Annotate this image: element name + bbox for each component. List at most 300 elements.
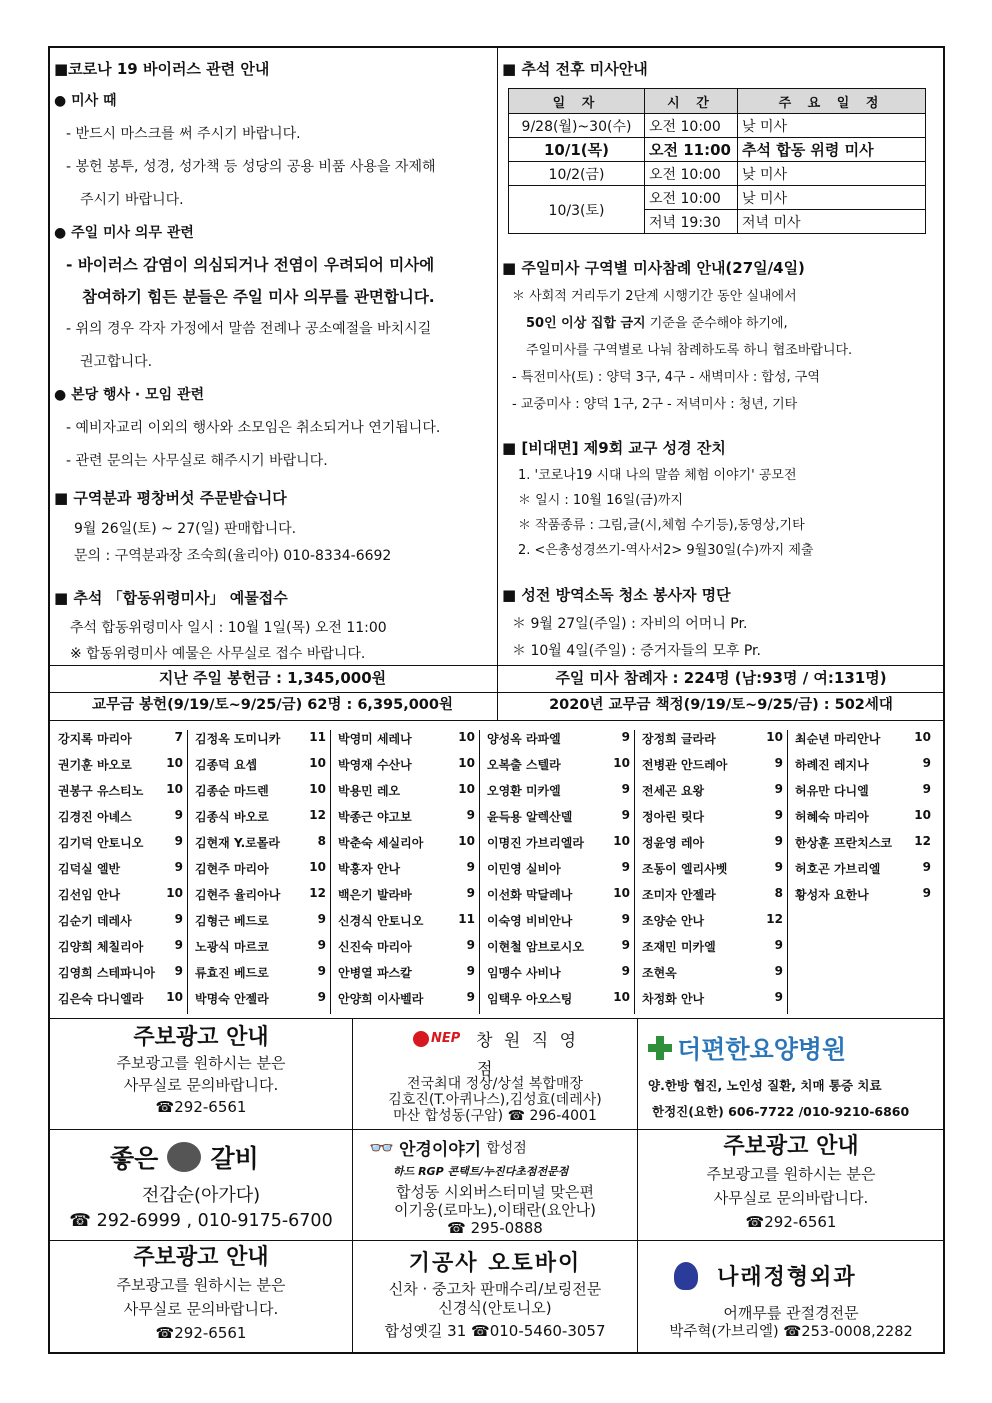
- donor-name: 허호곤 가브리엘: [795, 862, 881, 876]
- donor-name: 김형근 베드로: [195, 914, 269, 928]
- donor-row: [636, 808, 787, 834]
- donor-row: [52, 938, 187, 964]
- donor-count: 9: [317, 938, 326, 952]
- donor-name: 전병관 안드레아: [642, 758, 728, 772]
- donor-column: [189, 730, 330, 1016]
- donor-count: 10: [166, 886, 183, 900]
- ad-title: 주보광고 안내: [133, 1245, 269, 1270]
- mass-line: 주시기 바랍니다.: [80, 192, 184, 208]
- donor-name: 김현재 Y.로몰라: [195, 836, 280, 850]
- donor-row: [332, 860, 479, 886]
- table-header-row: [509, 89, 926, 114]
- donor-name: 김종식 바오로: [195, 810, 269, 824]
- donor-count: 9: [621, 730, 630, 744]
- donor-count: 10: [458, 782, 475, 796]
- donor-name: 김영희 스테파니아: [58, 966, 155, 980]
- donor-count: 9: [621, 808, 630, 822]
- bible-line: ＊ 작품종류 : 그림,글(시,체험 수기등),동영상,기타: [518, 518, 805, 533]
- ad-line: 마산 합성동(구암) ☎ 296-4001: [393, 1108, 597, 1124]
- donor-row: [636, 782, 787, 808]
- district-emphasis: 50인 이상 집합 금지: [526, 316, 646, 331]
- hospital-name: 더편한요양병원: [677, 1035, 847, 1064]
- donor-name: 허혜숙 마리아: [795, 810, 869, 824]
- table-header: 주 요 일 정: [738, 89, 926, 114]
- donor-row: [332, 808, 479, 834]
- table-row: [509, 162, 926, 186]
- donor-count: 10: [309, 782, 326, 796]
- table-cell-time: 오전 10:00: [645, 186, 738, 210]
- donor-name: 하례진 레지나: [795, 758, 869, 772]
- donor-row: [332, 834, 479, 860]
- donor-name: 양성옥 라파엘: [487, 732, 561, 746]
- donor-name: 이현철 암브로시오: [487, 940, 584, 954]
- donor-name: 김현주 율리아나: [195, 888, 281, 902]
- ad-galbi: [50, 1131, 352, 1240]
- donor-name: 권기훈 바오로: [58, 758, 132, 772]
- donor-count: 9: [774, 808, 783, 822]
- donor-name: 최순년 마리안나: [795, 732, 881, 746]
- donor-name: 김양희 체칠리아: [58, 940, 144, 954]
- nep-logo-text: NEP: [431, 1030, 461, 1046]
- donor-count: 9: [774, 938, 783, 952]
- nep-store-suffix: 점: [477, 1059, 493, 1078]
- donor-row: [52, 834, 187, 860]
- ad-motorcycle: [353, 1242, 637, 1352]
- donor-name: 조미자 안젤라: [642, 888, 716, 902]
- donor-count: 9: [774, 834, 783, 848]
- bible-line: 1. '코로나19 시대 나의 말씀 체험 이야기' 공모전: [518, 468, 797, 483]
- order-title: ■ 구역분과 평창버섯 주문받습니다: [54, 489, 287, 507]
- donor-count: 10: [914, 808, 931, 822]
- ad-line: 주보광고를 원하시는 분은: [116, 1054, 286, 1072]
- donor-count: 9: [621, 964, 630, 978]
- donor-row: [332, 938, 479, 964]
- donor-count: 12: [309, 808, 326, 822]
- memorial-line: 추석 합동위령미사 일시 : 10월 1일(목) 오전 11:00: [70, 620, 387, 636]
- donor-count: 11: [309, 730, 326, 744]
- district-line: - 교중미사 : 양덕 1구, 2구 - 저녁미사 : 청년, 기타: [512, 397, 798, 412]
- donor-count: 10: [309, 860, 326, 874]
- donor-column-divider: [479, 730, 480, 1014]
- donor-count: 9: [621, 860, 630, 874]
- donor-column: [52, 730, 187, 1016]
- donor-count: 9: [922, 886, 931, 900]
- donor-row: [52, 886, 187, 912]
- donor-row: [481, 990, 634, 1016]
- donor-row: [789, 756, 935, 782]
- donor-count: 9: [466, 938, 475, 952]
- ad-glasses: [353, 1131, 637, 1240]
- donor-count: 9: [466, 964, 475, 978]
- orthopedics-name: 나래정형외과: [717, 1265, 857, 1290]
- table-cell-event: 추석 합동 위령 미사: [738, 138, 926, 162]
- donor-name: 김은숙 다니엘라: [58, 992, 144, 1006]
- nep-logo: [413, 1029, 471, 1049]
- nep-logo-row: [413, 1026, 633, 1051]
- table-cell-time: 오전 10:00: [645, 114, 738, 138]
- ad-phone: ☎ 295-0888: [447, 1219, 543, 1237]
- table-cell-time: 오전 11:00: [645, 138, 738, 162]
- covid-title: ■코로나 19 바이러스 관련 안내: [54, 60, 270, 78]
- table-cell-date: 9/28(월)~30(수): [509, 114, 645, 138]
- ad-line: 합성동 시외버스터미널 맞은편: [396, 1183, 594, 1201]
- donor-count: 10: [458, 730, 475, 744]
- donor-name: 이숙영 비비안나: [487, 914, 573, 928]
- glasses-store-name: 안경이야기: [399, 1140, 482, 1160]
- donor-row: [481, 912, 634, 938]
- donor-column-divider: [330, 730, 331, 1014]
- memorial-line: ※ 합동위령미사 예물은 사무실로 접수 바랍니다.: [70, 646, 366, 662]
- donor-row: [789, 730, 935, 756]
- donor-count: 9: [466, 886, 475, 900]
- column-divider: [497, 47, 498, 665]
- donor-count: 9: [317, 964, 326, 978]
- bible-line: ＊ 일시 : 10월 16일(금)까지: [518, 493, 684, 508]
- donor-row: [189, 782, 330, 808]
- event-line: - 관련 문의는 사무실로 해주시기 바랍니다.: [66, 453, 328, 469]
- ad-line: 주보광고를 원하시는 분은: [116, 1276, 286, 1294]
- ad-phone: ☎292-6561: [745, 1213, 837, 1231]
- donor-count: 9: [466, 808, 475, 822]
- donor-name: 조현옥: [642, 966, 677, 980]
- donor-row: [481, 964, 634, 990]
- ad-hospital: [638, 1020, 944, 1129]
- ad-nep-optical: [353, 1020, 637, 1129]
- donor-row: [52, 964, 187, 990]
- donor-count: 10: [309, 756, 326, 770]
- bible-line: 2. <은총성경쓰기-역사서2> 9월30일(수)까지 제출: [518, 543, 814, 558]
- donor-row: [636, 756, 787, 782]
- donor-row: [481, 938, 634, 964]
- donor-row: [481, 834, 634, 860]
- donor-count: 12: [309, 886, 326, 900]
- donor-name: 김기덕 안토니오: [58, 836, 144, 850]
- donor-count: 9: [174, 860, 183, 874]
- ad-line: 전갑순(아가다): [141, 1185, 261, 1206]
- donor-count: 9: [174, 834, 183, 848]
- attendance-summary: 주일 미사 참례자 : 224명 (남:93명 / 여:131명): [555, 669, 887, 687]
- donor-row: [52, 756, 187, 782]
- ad-phone: 한정진(요한) 606-7722 /010-9210-6860: [652, 1104, 910, 1119]
- donor-count: 8: [317, 834, 326, 848]
- ad-line: 신차 · 중고차 판매수리/보링전문: [388, 1280, 602, 1298]
- hospital-logo: [648, 1030, 846, 1066]
- table-cell-date: 10/2(금): [509, 162, 645, 186]
- table-row: [509, 138, 926, 162]
- donor-name: 김순기 데레사: [58, 914, 132, 928]
- donor-row: [52, 782, 187, 808]
- donor-column: [481, 730, 634, 1016]
- ad-line: 양.한방 협진, 노인성 질환, 치매 통증 치료: [648, 1078, 882, 1093]
- donor-row: [636, 730, 787, 756]
- ad-phone: ☎292-6561: [155, 1324, 247, 1342]
- donor-name: 노광식 마르코: [195, 940, 269, 954]
- donor-row: [52, 990, 187, 1016]
- donor-row: [789, 886, 935, 912]
- mass-line: - 반드시 마스크를 써 주시기 바랍니다.: [66, 126, 301, 142]
- donor-row: [636, 886, 787, 912]
- donor-name: 정아린 릿다: [642, 810, 705, 824]
- donor-row: [789, 834, 935, 860]
- donor-count: 10: [166, 756, 183, 770]
- donor-name: 김경진 아녜스: [58, 810, 132, 824]
- donor-name: 임택우 아오스팅: [487, 992, 573, 1006]
- donor-row: [481, 860, 634, 886]
- ad-placeholder-1: [50, 1020, 352, 1129]
- donor-row: [189, 990, 330, 1016]
- donor-name: 김종덕 요셉: [195, 758, 258, 772]
- donor-name: 이민영 실비아: [487, 862, 561, 876]
- table-cell-date: 10/1(목): [509, 138, 645, 162]
- donor-name: 권봉구 유스티노: [58, 784, 144, 798]
- mascot-icon: [674, 1262, 698, 1290]
- donor-row: [189, 730, 330, 756]
- donor-row: [481, 808, 634, 834]
- donor-name: 류효진 베드로: [195, 966, 269, 980]
- donor-count: 9: [174, 964, 183, 978]
- donor-name: 박용민 레오: [338, 784, 401, 798]
- offering-summary: 지난 주일 봉헌금 : 1,345,000원: [158, 669, 387, 687]
- ad-line: 김호진(T.아퀴나스),김성효(데레사): [388, 1092, 602, 1108]
- donor-name: 윤득용 알렉산델: [487, 810, 573, 824]
- galbi-logo-text-2: 갈비: [210, 1144, 259, 1173]
- donor-count: 9: [774, 860, 783, 874]
- donor-row: [52, 808, 187, 834]
- donor-list: [48, 724, 945, 1016]
- district-title: ■ 주일미사 구역별 미사참례 안내(27일/4일): [502, 259, 805, 277]
- donor-row: [481, 756, 634, 782]
- donor-row: [189, 938, 330, 964]
- donor-row: [332, 990, 479, 1016]
- mass-line: - 봉헌 봉투, 성경, 성가책 등 성당의 공용 비품 사용을 자제해: [66, 159, 436, 175]
- order-line: 9월 26일(토) ~ 27(일) 판매합니다.: [74, 521, 297, 537]
- donor-count: 9: [922, 860, 931, 874]
- donor-count: 12: [914, 834, 931, 848]
- donor-count: 10: [766, 730, 783, 744]
- donor-count: 9: [317, 912, 326, 926]
- table-header: 시 간: [645, 89, 738, 114]
- table-cell-time: 오전 10:00: [645, 162, 738, 186]
- donor-row: [332, 730, 479, 756]
- donor-row: [636, 834, 787, 860]
- donor-name: 조재민 미카엘: [642, 940, 716, 954]
- clean-line: ＊ 9월 27일(주일) : 자비의 어머니 Pr.: [512, 616, 748, 632]
- district-line: 주일미사를 구역별로 나눠 참례하도록 하니 협조바랍니다.: [526, 343, 853, 358]
- donor-count: 9: [774, 990, 783, 1004]
- donor-name: 박영미 세레나: [338, 732, 412, 746]
- event-line: - 예비자교리 이외의 행사와 소모임은 취소되거나 연기됩니다.: [66, 420, 441, 436]
- donor-count: 10: [613, 834, 630, 848]
- donor-count: 9: [317, 990, 326, 1004]
- nep-store-name: 창 원 직 영: [476, 1031, 579, 1051]
- district-text: 기준을 준수해야 하기에,: [645, 316, 788, 331]
- donor-row: [189, 860, 330, 886]
- donor-row: [481, 886, 634, 912]
- ad-line: 사무실로 문의바랍니다.: [713, 1189, 869, 1207]
- donor-count: 7: [174, 730, 183, 744]
- ad-title: 기공사 오토바이: [408, 1251, 582, 1276]
- chuseok-title: ■ 추석 전후 미사안내: [502, 60, 648, 78]
- donor-column: [332, 730, 479, 1016]
- donor-row: [636, 990, 787, 1016]
- table-cell-event: 낮 미사: [738, 162, 926, 186]
- donor-row: [636, 912, 787, 938]
- donor-row: [52, 860, 187, 886]
- donor-name: 조동이 엘리사벳: [642, 862, 728, 876]
- donor-count: 8: [774, 886, 783, 900]
- donor-column-divider: [187, 730, 188, 1014]
- donor-name: 김정옥 도미니카: [195, 732, 281, 746]
- donor-name: 오영환 미카엘: [487, 784, 561, 798]
- donor-name: 장정희 글라라: [642, 732, 716, 746]
- cross-icon: [648, 1036, 672, 1060]
- donor-column-divider: [634, 730, 635, 1014]
- donor-count: 9: [774, 756, 783, 770]
- table-cell-event: 낮 미사: [738, 114, 926, 138]
- table-row: [509, 114, 926, 138]
- donor-name: 김종순 마드렌: [195, 784, 269, 798]
- donor-column-divider: [787, 730, 788, 1014]
- donor-name: 백은기 발라바: [338, 888, 412, 902]
- diocese-offering: 교무금 봉헌(9/19/토~9/25/금) 62명 : 6,395,000원: [92, 697, 453, 713]
- donor-count: 10: [613, 756, 630, 770]
- donor-name: 이선화 막달레나: [487, 888, 573, 902]
- donor-row: [789, 808, 935, 834]
- memorial-title: ■ 추석 「합동위령미사」 예물접수: [54, 589, 288, 607]
- ad-line: 이기웅(로마노),이태란(요안나): [393, 1201, 597, 1219]
- donor-name: 황성자 요한나: [795, 888, 869, 902]
- donor-count: 11: [458, 912, 475, 926]
- ad-phone: ☎292-6561: [155, 1098, 247, 1116]
- donor-name: 정윤영 레아: [642, 836, 705, 850]
- chuseok-mass-table: [508, 88, 926, 234]
- donor-row: [332, 912, 479, 938]
- donor-name: 허유만 다니엘: [795, 784, 869, 798]
- donor-row: [636, 964, 787, 990]
- district-line: ＊ 사회적 거리두기 2단계 시행기간 동안 실내에서: [512, 289, 797, 304]
- donor-name: 한상훈 프란치스코: [795, 836, 892, 850]
- ad-line: 사무실로 문의바랍니다.: [123, 1300, 279, 1318]
- donor-row: [189, 756, 330, 782]
- glasses-header: [369, 1135, 527, 1160]
- ad-placeholder-2: [638, 1131, 944, 1240]
- duty-line-bold: 참여하기 힘든 분들은 주일 미사 의무를 관면합니다.: [82, 288, 435, 306]
- table-cell-date: 10/3(토): [509, 186, 645, 234]
- mass-heading: ● 미사 때: [54, 93, 117, 109]
- donor-count: 9: [174, 808, 183, 822]
- duty-line-bold: - 바이러스 감염이 의심되거나 전염이 우려되어 미사에: [66, 256, 435, 274]
- table-cell-time: 저녁 19:30: [645, 210, 738, 234]
- donor-name: 박홍자 안나: [338, 862, 401, 876]
- order-line: 문의 : 구역분과장 조숙희(율리아) 010-8334-6692: [74, 548, 392, 564]
- table-cell-event: 낮 미사: [738, 186, 926, 210]
- donor-name: 안양희 이사벨라: [338, 992, 424, 1006]
- donor-row: [189, 912, 330, 938]
- donor-count: 9: [922, 756, 931, 770]
- donor-name: 박춘숙 세실리아: [338, 836, 424, 850]
- donor-row: [189, 964, 330, 990]
- clean-line: ＊ 10월 4일(주일) : 증거자들의 모후 Pr.: [512, 643, 761, 659]
- donor-name: 박영재 수산나: [338, 758, 412, 772]
- donor-row: [789, 782, 935, 808]
- donor-row: [189, 834, 330, 860]
- donor-name: 박종근 야고보: [338, 810, 412, 824]
- ad-line: 하드 RGP 콘택트/누진다초점전문점: [393, 1165, 569, 1178]
- ad-phone: 박주혁(가브리엘) ☎253-0008,2282: [669, 1324, 913, 1340]
- duty-line: - 위의 경우 각자 가정에서 말씀 전례나 공소예절을 바치시길: [66, 321, 432, 337]
- donor-name: 강지록 마리아: [58, 732, 132, 746]
- donor-name: 오복출 스텔라: [487, 758, 561, 772]
- donor-count: 10: [613, 886, 630, 900]
- donor-count: 10: [613, 990, 630, 1004]
- district-line: - 특전미사(토) : 양덕 3구, 4구 - 새벽미사 : 합성, 구역: [512, 370, 820, 385]
- donor-row: [332, 782, 479, 808]
- galbi-logo-text-1: 좋은: [110, 1144, 159, 1173]
- donor-count: 9: [174, 938, 183, 952]
- duty-line: 권고합니다.: [80, 354, 153, 370]
- donor-row: [636, 860, 787, 886]
- donor-name: 김현주 마리아: [195, 862, 269, 876]
- ad-orthopedics: [638, 1242, 944, 1352]
- donor-count: 12: [766, 912, 783, 926]
- donor-count: 9: [774, 964, 783, 978]
- ad-phone: 합성옛길 31 ☎010-5460-3057: [384, 1322, 606, 1340]
- ad-title: 주보광고 안내: [133, 1025, 269, 1050]
- duty-heading: ● 주일 미사 의무 관련: [54, 225, 194, 241]
- donor-count: 9: [466, 860, 475, 874]
- donor-row: [332, 886, 479, 912]
- diocese-fixed: 2020년 교무금 책정(9/19/토~9/25/금) : 502세대: [549, 697, 893, 713]
- donor-name: 김선임 안나: [58, 888, 121, 902]
- donor-row: [481, 782, 634, 808]
- district-line: [526, 314, 788, 333]
- chef-icon: [167, 1142, 201, 1172]
- table-cell-event: 저녁 미사: [738, 210, 926, 234]
- nep-circle-icon: [413, 1031, 429, 1047]
- ad-line: 전국최대 정상/상설 복합매장: [407, 1076, 583, 1092]
- ad-phone: ☎ 292-6999 , 010-9175-6700: [69, 1211, 333, 1231]
- donor-row: [52, 730, 187, 756]
- donor-row: [332, 964, 479, 990]
- donor-count: 10: [166, 990, 183, 1004]
- ad-line: 신경식(안토니오): [438, 1299, 552, 1317]
- donor-name: 이명진 가브리엘라: [487, 836, 584, 850]
- donor-count: 10: [166, 782, 183, 796]
- donor-count: 9: [174, 912, 183, 926]
- donor-row: [52, 912, 187, 938]
- donor-name: 박명숙 안젤라: [195, 992, 269, 1006]
- donor-count: 9: [621, 912, 630, 926]
- donor-name: 김덕실 엘반: [58, 862, 121, 876]
- donor-count: 9: [922, 782, 931, 796]
- donor-name: 차정화 안나: [642, 992, 705, 1006]
- donor-name: 안병열 파스칼: [338, 966, 412, 980]
- donor-count: 10: [914, 730, 931, 744]
- donor-count: 9: [466, 990, 475, 1004]
- donor-name: 신진숙 마리아: [338, 940, 412, 954]
- donor-column: [789, 730, 935, 912]
- clean-title: ■ 성전 방역소독 청소 봉사자 명단: [502, 586, 731, 604]
- ad-title: 주보광고 안내: [723, 1134, 859, 1159]
- donor-count: 9: [621, 938, 630, 952]
- donor-count: 9: [621, 782, 630, 796]
- glasses-icon: 👓: [369, 1135, 394, 1160]
- donor-count: 10: [458, 756, 475, 770]
- ad-line: 어깨무릎 관절경전문: [723, 1304, 859, 1322]
- donor-row: [189, 808, 330, 834]
- donor-row: [332, 756, 479, 782]
- donor-row: [481, 730, 634, 756]
